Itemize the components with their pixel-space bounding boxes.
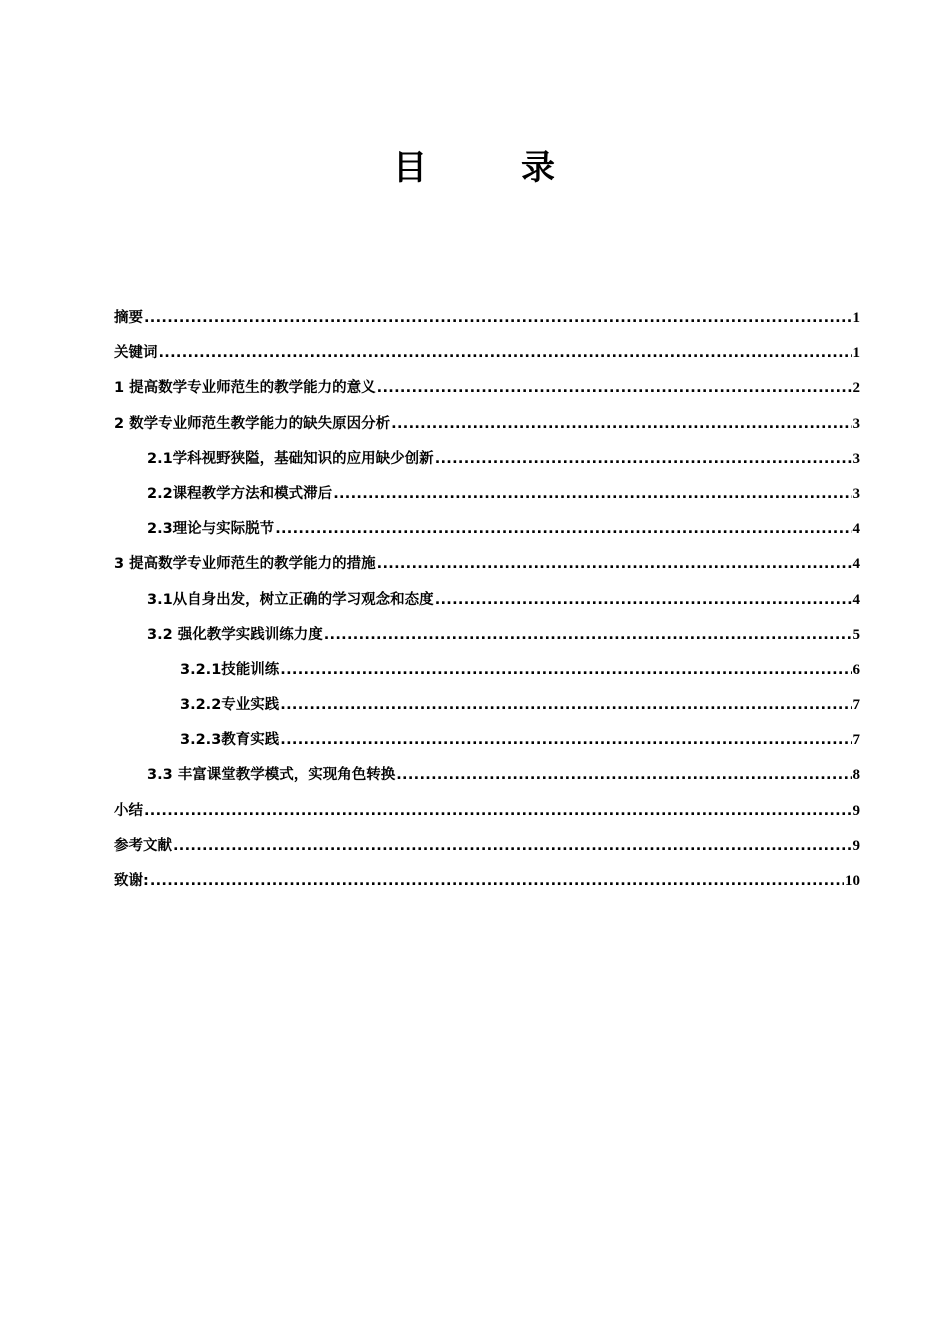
toc-entry-label: 参考文献 <box>114 837 172 854</box>
toc-entry-section-2-1[interactable] <box>114 447 860 482</box>
toc-entry-label: 3.1从自身出发，树立正确的学习观念和态度 <box>147 591 434 608</box>
toc-entry-label: 1 提高数学专业师范生的教学能力的意义 <box>114 380 376 397</box>
dot-leader <box>396 767 851 783</box>
toc-entry-section-3[interactable] <box>114 552 860 587</box>
toc-page-number: 8 <box>852 767 860 784</box>
toc-entry-label: 3 提高数学专业师范生的教学能力的措施 <box>114 556 376 573</box>
dot-leader <box>280 697 851 713</box>
toc-page-number: 4 <box>852 556 860 573</box>
toc-entry-label: 致谢: <box>114 873 149 889</box>
toc-entry-keywords[interactable] <box>114 341 860 376</box>
toc-entry-section-2-2[interactable] <box>114 482 860 517</box>
toc-entry-section-3-2[interactable] <box>114 623 860 658</box>
dot-leader <box>377 556 852 572</box>
toc-entry-label: 3.2 强化教学实践训练力度 <box>147 626 323 643</box>
toc-page-number: 6 <box>852 661 860 678</box>
toc-entry-section-3-2-3[interactable] <box>114 728 860 763</box>
toc-entry-label: 2 数学专业师范生教学能力的缺失原因分析 <box>114 415 391 432</box>
toc-page-number: 9 <box>852 802 860 819</box>
table-of-contents <box>114 306 860 904</box>
dot-leader <box>377 380 852 396</box>
dot-leader <box>144 310 852 326</box>
dot-leader <box>159 345 852 361</box>
dot-leader <box>150 873 844 889</box>
toc-entry-section-3-1[interactable] <box>114 588 860 623</box>
page-title: 目 录 <box>393 148 585 188</box>
dot-leader <box>280 732 851 748</box>
toc-page-number: 7 <box>852 697 860 714</box>
toc-page-number: 1 <box>852 310 860 326</box>
dot-leader <box>435 592 852 608</box>
toc-entry-label: 3.2.2专业实践 <box>180 697 280 714</box>
toc-entry-acknowledgements[interactable] <box>114 869 860 904</box>
toc-entry-label: 2.2课程教学方法和模式滞后 <box>147 485 333 502</box>
toc-entry-label: 摘要 <box>114 310 143 326</box>
toc-entry-section-2-3[interactable] <box>114 517 860 552</box>
toc-entry-label: 3.2.3教育实践 <box>180 732 280 749</box>
toc-page-number: 4 <box>852 591 860 608</box>
dot-leader <box>391 416 851 432</box>
toc-page-number: 1 <box>852 345 860 362</box>
toc-page-number: 2 <box>852 380 860 397</box>
toc-entry-label: 关键词 <box>114 345 158 362</box>
toc-page-number: 5 <box>852 626 860 643</box>
toc-page-number: 9 <box>852 837 860 854</box>
toc-page-number: 10 <box>845 873 860 889</box>
toc-entry-abstract[interactable] <box>114 306 860 341</box>
toc-entry-label: 3.3 丰富课堂教学模式，实现角色转换 <box>147 767 396 784</box>
toc-entry-summary[interactable] <box>114 799 860 834</box>
toc-entry-section-1[interactable] <box>114 376 860 411</box>
toc-page-number: 7 <box>852 732 860 749</box>
toc-entry-references[interactable] <box>114 834 860 869</box>
dot-leader <box>333 486 851 502</box>
dot-leader <box>275 521 851 537</box>
dot-leader <box>173 838 852 854</box>
toc-entry-label: 3.2.1技能训练 <box>180 661 280 678</box>
dot-leader <box>435 451 852 467</box>
toc-page-number: 4 <box>852 521 860 538</box>
dot-leader <box>144 803 852 819</box>
toc-entry-section-3-2-2[interactable] <box>114 693 860 728</box>
toc-entry-label: 小结 <box>114 802 143 819</box>
dot-leader <box>280 662 851 678</box>
toc-entry-label: 2.1学科视野狭隘，基础知识的应用缺少创新 <box>147 450 434 467</box>
toc-entry-section-3-2-1[interactable] <box>114 658 860 693</box>
toc-entry-label: 2.3理论与实际脱节 <box>147 521 275 538</box>
toc-page-number: 3 <box>852 450 860 467</box>
toc-page-number: 3 <box>852 415 860 432</box>
dot-leader <box>324 627 852 643</box>
toc-page-number: 3 <box>852 485 860 502</box>
toc-entry-section-2[interactable] <box>114 412 860 447</box>
toc-entry-section-3-3[interactable] <box>114 763 860 798</box>
